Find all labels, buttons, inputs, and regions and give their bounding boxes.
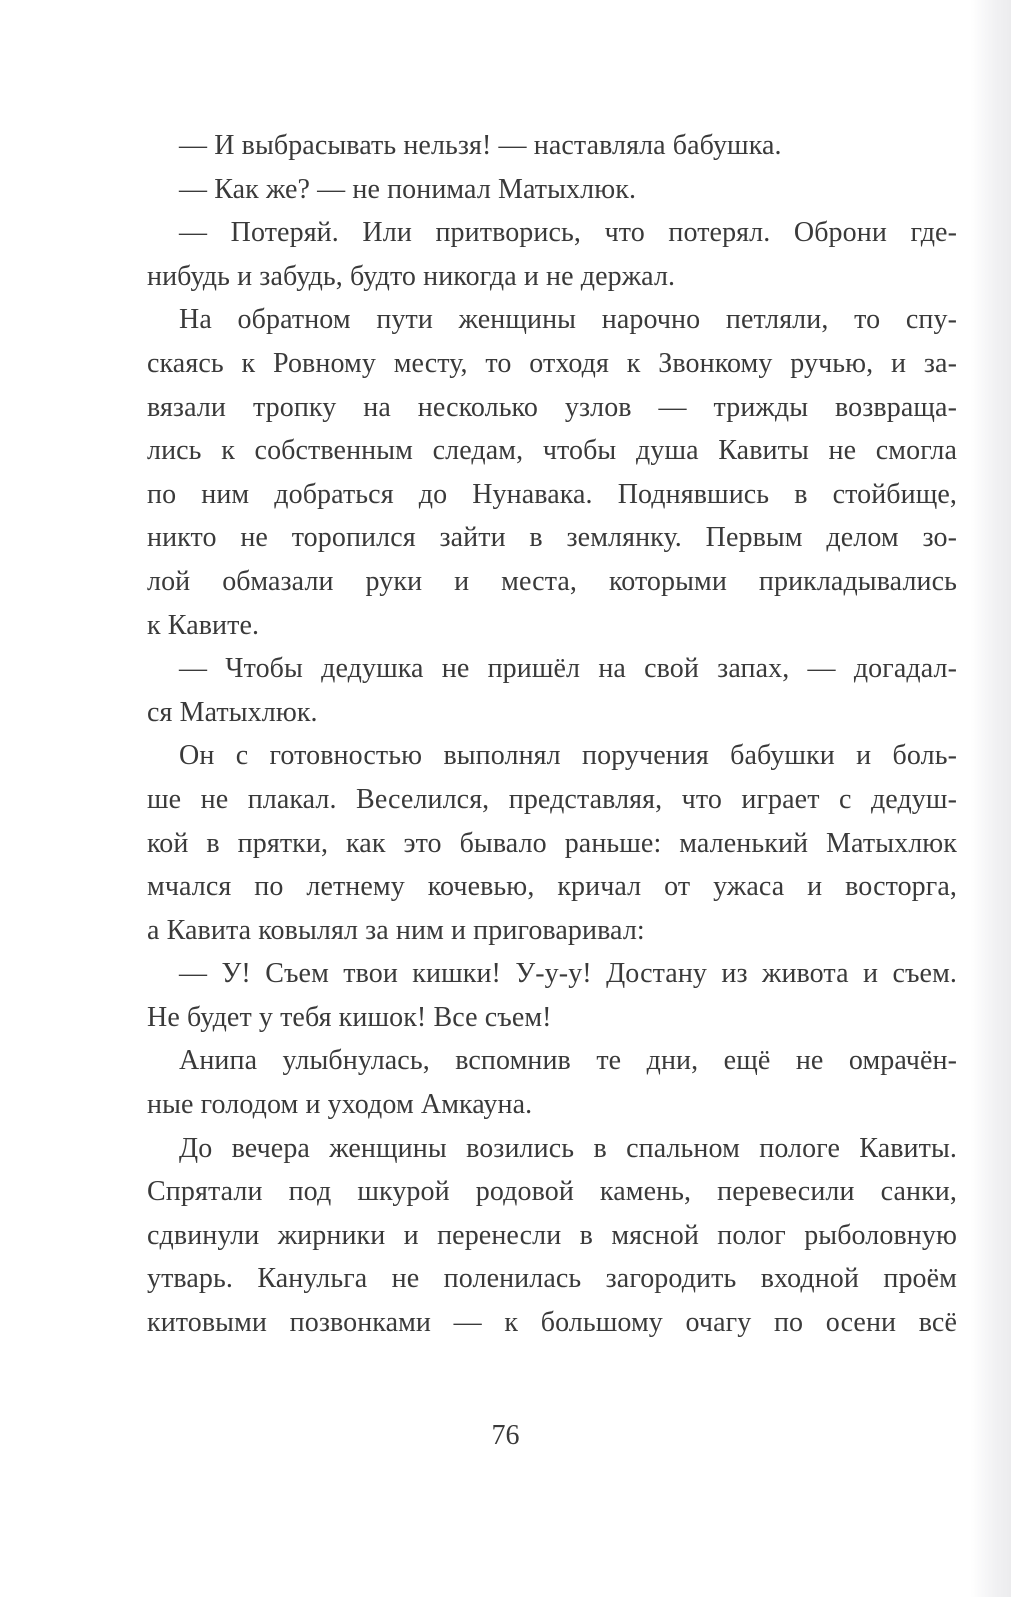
text-line: а Кавита ковылял за ним и приговаривал: <box>147 914 645 946</box>
text-line: Анипа улыбнулась, вспомнив те дни, ещё не омрачён- <box>179 1045 957 1077</box>
text-line: ные голодом и уходом Амкауна. <box>147 1089 533 1121</box>
text-line: мчался по летнему кочевью, кричал от ужаса и восторга, <box>147 871 957 903</box>
text-line: До вечера женщины возились в спальном пологе Кавиты. <box>179 1132 957 1164</box>
text-line: никто не торопился зайти в землянку. Первым делом зо- <box>147 522 957 554</box>
text-line: вязали тропку на несколько узлов — трижды возвраща- <box>147 391 957 423</box>
text-line: к Кавите. <box>147 609 260 641</box>
text-line: лой обмазали руки и места, которыми прикладывались <box>147 565 957 597</box>
text-line: Спрятали под шкурой родовой камень, перевесили санки, <box>147 1176 957 1208</box>
text-line: Не будет у тебя кишок! Все съем! <box>147 1001 552 1033</box>
text-line: утварь. Канульга не поленилась загородить входной проём <box>147 1263 957 1295</box>
text-line: — Как же? — не понимал Матыхлюк. <box>179 173 637 205</box>
text-line: по ним добраться до Нунавака. Поднявшись в стойбище, <box>147 478 957 510</box>
text-line: ся Матыхлюк. <box>147 696 318 728</box>
text-line: скаясь к Ровному месту, то отходя к Звонкому ручью, и за- <box>147 347 957 379</box>
text-line: Он с готовностью выполнял поручения бабушки и боль- <box>179 740 957 772</box>
page-number: 76 <box>491 1420 520 1451</box>
text-line: кой в прятки, как это бывало раньше: маленький Матыхлюк <box>147 827 957 859</box>
text-line: нибудь и забудь, будто никогда и не держал. <box>147 260 676 292</box>
text-line: — И выбрасывать нельзя! — наставляла бабушка. <box>179 130 782 161</box>
text-line: китовыми позвонками — к большому очагу по осени всё <box>147 1307 957 1339</box>
page-body-text <box>147 124 957 1345</box>
text-line: — У! Съем твои кишки! У-у-у! Достану из живота и съем. <box>179 958 957 990</box>
text-line: — Чтобы дедушка не пришёл на свой запах, — догадал- <box>179 653 957 685</box>
text-line: лись к собственным следам, чтобы душа Кавиты не смогла <box>147 435 957 467</box>
text-line: На обратном пути женщины нарочно петляли, то спу- <box>179 304 957 336</box>
text-line: сдвинули жирники и перенесли в мясной полог рыболовную <box>147 1219 957 1251</box>
text-line: — Потеряй. Или притворись, что потерял. Оброни где- <box>179 217 957 249</box>
text-line: ше не плакал. Веселился, представляя, что играет с дедуш- <box>147 783 957 815</box>
